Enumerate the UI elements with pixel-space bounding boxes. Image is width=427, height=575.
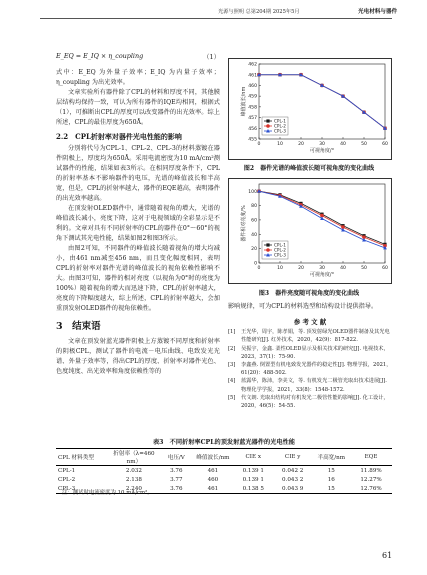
y-tick-label: 60 <box>251 218 257 224</box>
reference-text: 代文朗. 光取出结构对有机发光二极管性能的影响[J]. 化工设计，2020，46(5)：54-55. <box>241 394 389 410</box>
y-tick-label: 20 <box>251 247 257 253</box>
table-header-cell: 电压/V <box>167 455 185 461</box>
y-tick-label: 80 <box>251 204 257 210</box>
reference-item <box>228 345 392 361</box>
table-cell: 2.240 <box>125 485 142 492</box>
table-cell: 0.043 2 <box>282 476 304 483</box>
equation-1 <box>56 52 220 60</box>
table-cell: 3.76 <box>170 467 183 474</box>
reference-number: [3] <box>228 362 236 369</box>
table-cell: 0.139 1 <box>242 467 264 474</box>
triangle-marker <box>341 228 345 232</box>
table-header-cell: CPL 材料类型 <box>58 455 94 461</box>
table-cell: 0.043 9 <box>282 485 304 492</box>
square-marker <box>266 119 269 122</box>
x-tick-label: 50 <box>361 266 367 271</box>
table-cell: 2.032 <box>125 467 142 474</box>
y-axis-label: 峰值波长/nm <box>241 86 247 117</box>
references <box>228 318 392 410</box>
reference-text: 李鑫燕. 倒置型有机电致发光器件的稳定性[J]. 物理学报，2021，61(20)：488-502. <box>241 362 392 377</box>
table-cell: 12.27% <box>360 476 382 483</box>
page-number: 61 <box>382 551 393 560</box>
legend-label: CPL-3 <box>274 128 286 134</box>
paragraph-cpl-index: 分别将代号为CPL-1、CPL-2、CPL-3的材料蒸镀在器件阴极上，厚度均为650Å。采用电流密度为10 mA/cm²测试器件的性能，结果如表3所示。在相同厚度条件下，CPL的折射率基本不影响器件的电压，光谱的峰值波长和半高宽，但是，CPL的折射率越大，器件的EQE越高，表明器件的出光效率越高。 <box>56 145 220 202</box>
legend-label: CPL-2 <box>274 123 286 129</box>
equation-number: （1） <box>203 53 220 61</box>
reference-number: [1] <box>228 329 236 336</box>
table-header-cell: CIE x <box>245 454 261 460</box>
x-tick-label: 40 <box>340 266 346 271</box>
x-tick-label: 60 <box>382 266 388 271</box>
references-title: 参 考 文 献 <box>293 318 327 326</box>
table-cell: 2.138 <box>125 476 142 483</box>
header-rule <box>40 18 392 19</box>
running-header <box>0 6 427 20</box>
section-heading-2-2: 2.2 CPL折射率对器件光电性能的影响 <box>56 132 182 141</box>
reference-text: 王光华，周宇，陈孝娟，等. 顶发射绿光OLED器件制备及其光电性能研究[J]. 红外技术，2020，42(9)：817-822. <box>241 329 390 344</box>
y-tick-label: 459 <box>248 94 257 100</box>
reference-number: [5] <box>228 394 236 401</box>
legend-label: CPL-3 <box>274 252 286 258</box>
x-tick-label: 20 <box>298 142 304 147</box>
triangle-marker <box>320 216 324 220</box>
y-tick-label: 460 <box>248 84 257 90</box>
x-tick-label: 10 <box>277 142 283 147</box>
reference-item <box>228 394 392 410</box>
paragraph-fig-analysis: 由图2可知，不同器件的峰值波长随着视角的增大均减小，由461 nm减至456 nm，而且变化幅度相同，表明CPL的折射率对器件光谱的峰值波长的视角依赖性影响不大。由图3可知，器件的相对亮度（以视角为0°时的亮度为100%）随着视角的增大而迅速下降，CPL的折射率越大，亮度的下降幅度越大，综上所述，CPL的折射率越大，会加重顶发射OLED器件的视角依赖性。 <box>56 245 220 312</box>
x-tick-label: 40 <box>340 142 346 147</box>
y-tick-label: 461 <box>248 73 257 79</box>
fig3-chart <box>229 179 391 283</box>
paragraph-tail: 影响规律，可为CPL的材料选型和结构设计提供指导。 <box>228 303 378 310</box>
y-tick-label: 0 <box>254 261 257 267</box>
y-axis-label: 器件相对亮度/% <box>241 205 247 242</box>
table-note: 注：测试时电流密度为 10 mA/cm²。 <box>62 490 153 496</box>
table-cell: 3.77 <box>170 476 183 483</box>
y-tick-label: 457 <box>248 116 257 122</box>
reference-item <box>228 328 392 344</box>
equation-expression: E_EQ = E_IQ × η_coupling <box>56 52 144 60</box>
reference-item <box>228 377 392 393</box>
table-3-title: 表3 不同折射率CPL的顶发射蓝光器件的光电性能 <box>153 439 295 446</box>
table-header-row <box>56 449 392 466</box>
table-cell: 0.139 1 <box>242 476 264 483</box>
table-cell: 461 <box>207 485 219 492</box>
reference-number: [2] <box>228 345 236 352</box>
legend-label: CPL-1 <box>274 118 286 124</box>
table-header-cell: CIE y <box>284 454 301 460</box>
y-tick-label: 40 <box>251 232 257 238</box>
paragraph-iqe: 文章实验所有器件除了CPL的材料和厚度不同，其他膜层结构均保持一致，可认为所有器件的IQE均相同，根据式（1），可推断出CPL的厚度可以改变器件的出光效率。综上所述，CPL的最佳厚度为650Å。 <box>56 89 220 126</box>
legend-label: CPL-2 <box>274 247 286 253</box>
y-tick-label: 462 <box>248 62 257 68</box>
x-tick-label: 20 <box>298 266 304 271</box>
table-cell: 15 <box>327 467 335 474</box>
y-tick-label: 455 <box>248 137 257 143</box>
section-name: 光电材料与器件 <box>358 9 398 15</box>
paragraph-variables: 式中：E_EQ 为外量子效率；E_IQ 为内量子效率；η_coupling 为出光效率。 <box>56 69 220 86</box>
table-row <box>56 475 392 484</box>
y-tick-label: 458 <box>248 105 257 111</box>
x-tick-label: 30 <box>319 266 325 271</box>
table-cell: 12.76% <box>360 485 382 492</box>
journal-issue: 光源与照明 总第204期 2025年5月 <box>218 9 300 15</box>
reference-item <box>228 361 392 377</box>
table-cell: CPL-2 <box>58 476 76 483</box>
section-heading-3: 3 结束语 <box>56 321 101 332</box>
table-header-cell: 折射率（λ=460 nm） <box>113 451 155 465</box>
reference-number: [4] <box>228 378 236 385</box>
fig2-chart <box>229 59 391 159</box>
table-cell: 11.89% <box>360 467 382 474</box>
table-cell: CPL-3 <box>58 485 76 492</box>
figure-2 <box>228 58 392 160</box>
left-column <box>56 68 220 377</box>
x-tick-label: 50 <box>361 142 367 147</box>
figure-3 <box>228 178 392 284</box>
right-column-tail <box>228 302 392 312</box>
table-header-cell: 峰值波长/nm <box>196 455 230 461</box>
reference-text: 吴振宇，金鑫. 柔性OLED显示及相关技术的研究[J]. 电视技术，2023，37(1)：75-90. <box>241 345 389 360</box>
y-tick-label: 456 <box>248 126 257 132</box>
x-tick-label: 0 <box>257 142 261 147</box>
x-tick-label: 10 <box>277 266 283 271</box>
circle-marker <box>266 248 270 252</box>
table-cell: 3.76 <box>170 485 183 492</box>
x-tick-label: 30 <box>319 142 325 147</box>
table-cell: 460 <box>207 476 219 483</box>
reference-list <box>228 328 392 410</box>
table-row <box>56 466 392 476</box>
table-cell: 16 <box>327 476 335 483</box>
circle-marker <box>266 124 270 128</box>
y-tick-label: 100 <box>248 189 257 195</box>
table-cell: 461 <box>207 467 219 474</box>
table-cell: 0.042 2 <box>282 467 304 474</box>
table-cell: 0.138 5 <box>242 485 264 492</box>
x-axis-label: 可视角度/° <box>309 148 335 154</box>
table-cell: CPL-1 <box>58 467 76 474</box>
x-tick-label: 0 <box>257 266 261 271</box>
figure-2-caption: 图2 器件光谱的峰值波长随可视角度的变化曲线 <box>243 165 375 172</box>
table-cell: 15 <box>327 485 335 492</box>
x-axis-label: 可视角度/° <box>309 272 335 278</box>
x-tick-label: 60 <box>382 142 388 147</box>
square-marker <box>266 243 269 246</box>
figure-3-caption: 图3 器件亮度随可视角度的变化曲线 <box>258 290 360 297</box>
paragraph-conclusion: 文章在顶发射蓝光器件阴极上方蒸镀不同厚度和折射率的阴极CPL，测试了器件的电流－电压曲线、电致发光光谱、外量子效率等，得出CPL的厚度、折射率对器件光色、色度纯度、出光效率和角度依赖性等的 <box>56 338 220 375</box>
table-header-cell: EQE <box>364 454 378 460</box>
reference-text: 蓝露华，陈沛，李美文，等. 有机发光二极管光取出技术进展[J]. 物理化学学报，2021，33(8)：1548-1572. <box>241 378 387 393</box>
table-header-cell: 半高宽/nm <box>317 455 346 461</box>
paragraph-view-angle: 在顶发射OLED器件中，通常随着视角的增大，光谱的峰值波长减小，亮度下降，这对于电视领域的全彩显示是不利的。文章对具有不同折射率的CPL的器件在0°～60°的视角下测试其光电性能，结果如图2和图3所示。 <box>56 205 220 242</box>
legend-label: CPL-1 <box>274 242 286 248</box>
